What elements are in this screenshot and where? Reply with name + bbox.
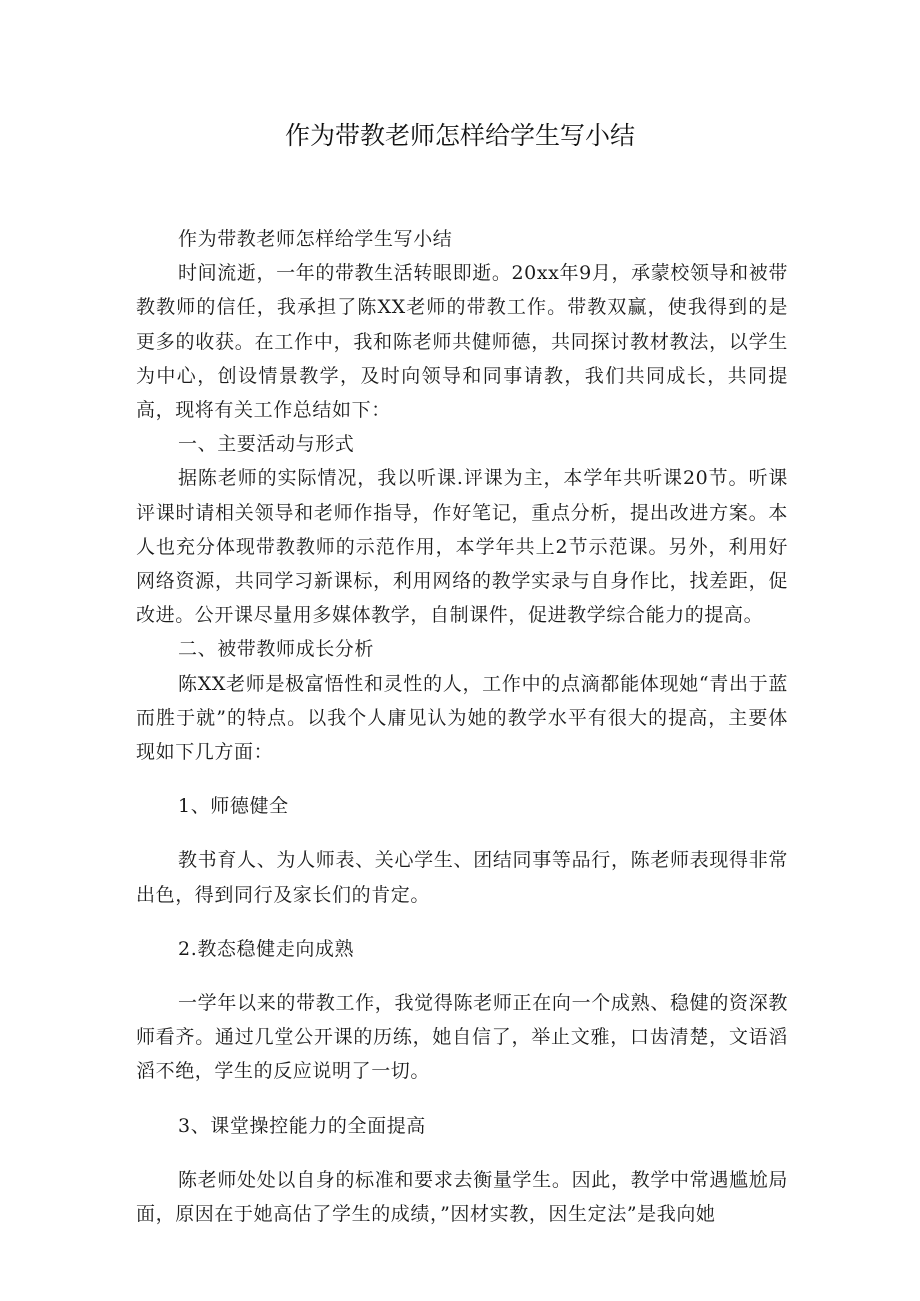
section-heading-1: 一、主要活动与形式 (178, 433, 355, 456)
subheading-demeanor: 2.教态稳健走向成熟 (178, 937, 355, 960)
paragraph-activities: 据陈老师的实际情况，我以听课.评课为主，本学年共听课20节。听课评课时请相关领导和老师作指导，作好笔记，重点分析，提出改进方案。本人也充分体现带教教师的示范作用，本学年共上2节示范课。另外，利用好网络资源，共同学习新课标，利用网络的教学实录与自身作比，找差距，促改进。公开课尽量用多媒体教学，自制课件，促进教学综合能力的提高。 (136, 467, 788, 627)
subheading-classroom: 3、课堂操控能力的全面提高 (178, 1114, 426, 1137)
document-body (136, 222, 788, 1231)
paragraph-intro: 时间流逝，一年的带教生活转眼即逝。20xx年9月，承蒙校领导和被带教教师的信任，我承担了陈XX老师的带教工作。带教双赢，使我得到的是更多的收获。在工作中，我和陈老师共健师德，共同探讨教材教法，以学生为中心，创设情景教学，及时向领导和同事请教，我们共同成长，共同提高，现将有关工作总结如下： (136, 262, 788, 422)
paragraph-classroom: 陈老师处处以自身的标准和要求去衡量学生。因此，教学中常遇尴尬局面，原因在于她高估了学生的成绩，”因材实教，因生定法”是我向她 (136, 1168, 788, 1226)
document-title: 作为带教老师怎样给学生写小结 (284, 121, 635, 150)
paragraph-subtitle: 作为带教老师怎样给学生写小结 (178, 228, 453, 250)
subheading-ethics: 1、师德健全 (178, 795, 289, 818)
paragraph-growth: 陈XX老师是极富悟性和灵性的人，工作中的点滴都能体现她“青出于蓝而胜于就”的特点。以我个人庸见认为她的教学水平有很大的提高，主要体现如下几方面： (136, 672, 788, 764)
paragraph-demeanor: 一学年以来的带教工作，我觉得陈老师正在向一个成熟、稳健的资深教师看齐。通过几堂公开课的历练，她自信了，举止文雅，口齿清楚，文语滔滔不绝，学生的反应说明了一切。 (136, 992, 788, 1083)
section-heading-2: 二、被带教师成长分析 (178, 638, 375, 661)
paragraph-ethics: 教书育人、为人师表、关心学生、团结同事等品行，陈老师表现得非常出色，得到同行及家长们的肯定。 (136, 849, 788, 906)
